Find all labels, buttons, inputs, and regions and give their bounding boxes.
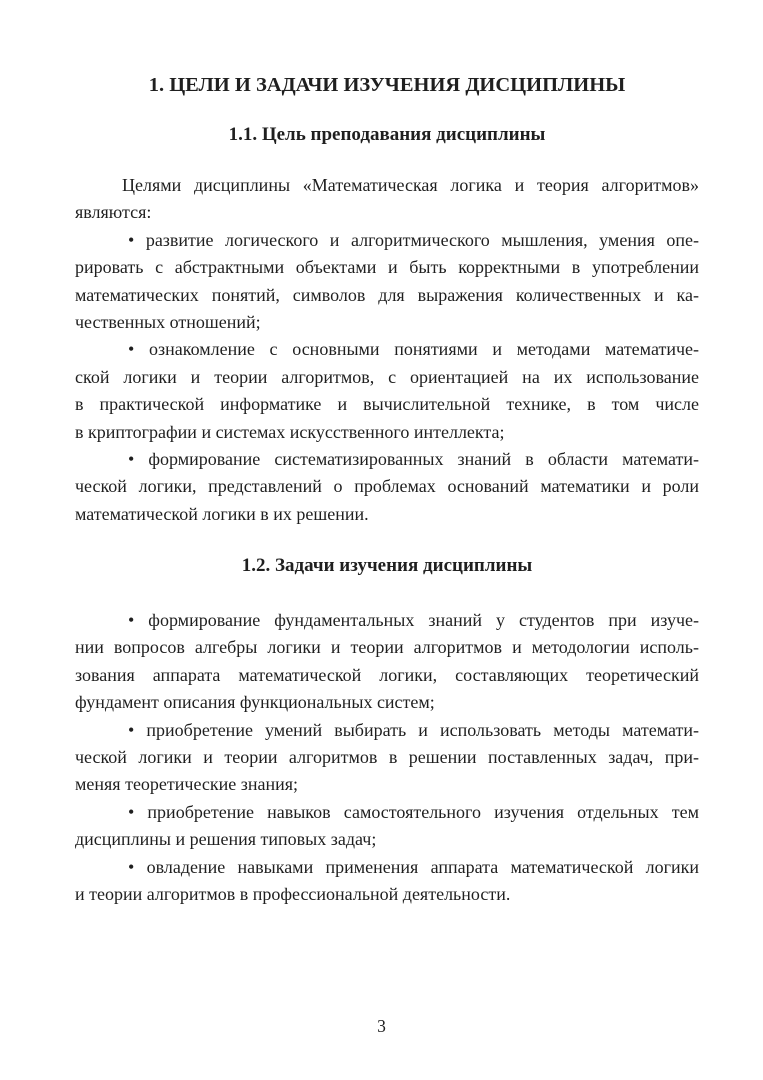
bullet-line: • приобретение навыков самостоятельного изучения отдельных тем bbox=[128, 801, 699, 822]
bullet-line: зования аппарата математической логики, составляющих теоретический bbox=[75, 664, 699, 685]
bullet-line: математической логики в их решении. bbox=[75, 503, 369, 524]
section-heading: 1.2. Задачи изучения дисциплины bbox=[241, 555, 533, 577]
page-content bbox=[0, 71, 763, 908]
bullet-line: • приобретение умений выбирать и использовать методы математи- bbox=[128, 719, 699, 740]
bullet-line: чественных отношений; bbox=[75, 311, 261, 332]
bullet-line: математических понятий, символов для выражения количественных и ка- bbox=[75, 284, 699, 305]
bullet-line: ческой логики и теории алгоритмов в решении поставленных задач, при- bbox=[75, 747, 699, 768]
bullet-line: и теории алгоритмов в профессиональной деятельности. bbox=[75, 883, 511, 904]
bullet-line: нии вопросов алгебры логики и теории алгоритмов и методологии исполь- bbox=[75, 637, 699, 658]
bullet-line: в криптографии и системах искусственного интеллекта; bbox=[75, 421, 505, 442]
bullet-line: в практической информатике и вычислительной технике, в том числе bbox=[75, 394, 699, 415]
bullet-line: • формирование систематизированных знаний в области математи- bbox=[128, 448, 699, 469]
bullet-line: • ознакомление с основными понятиями и методами математиче- bbox=[128, 339, 699, 360]
page-footer bbox=[0, 1013, 763, 1040]
paragraph-line: являются: bbox=[75, 202, 152, 223]
bullet-line: ческой логики, представлений о проблемах оснований математики и роли bbox=[75, 476, 699, 497]
section bbox=[75, 121, 699, 528]
document-body bbox=[75, 121, 699, 908]
bullet-line: • развитие логического и алгоритмического мышления, умения опе- bbox=[128, 229, 699, 250]
page-number: 3 bbox=[377, 1016, 386, 1036]
chapter-heading: 1. ЦЕЛИ И ЗАДАЧИ ИЗУЧЕНИЯ ДИСЦИПЛИНЫ bbox=[148, 74, 626, 96]
bullet-line: • овладение навыками применения аппарата математической логики bbox=[128, 856, 699, 877]
bullet-line: рировать с абстрактными объектами и быть корректными в употреблении bbox=[75, 257, 699, 278]
paragraph-line: Целями дисциплины «Математическая логика и теория алгоритмов» bbox=[122, 175, 699, 195]
section bbox=[75, 552, 699, 908]
section-heading: 1.1. Цель преподавания дисциплины bbox=[228, 124, 546, 145]
bullet-line: ской логики и теории алгоритмов, с ориентацией на их использование bbox=[75, 366, 699, 387]
bullet-line: фундамент описания функциональных систем; bbox=[75, 692, 435, 713]
bullet-line: меняя теоретические знания; bbox=[75, 774, 299, 795]
bullet-line: • формирование фундаментальных знаний у студентов при изуче- bbox=[128, 610, 699, 631]
bullet-line: дисциплины и решения типовых задач; bbox=[75, 829, 377, 850]
